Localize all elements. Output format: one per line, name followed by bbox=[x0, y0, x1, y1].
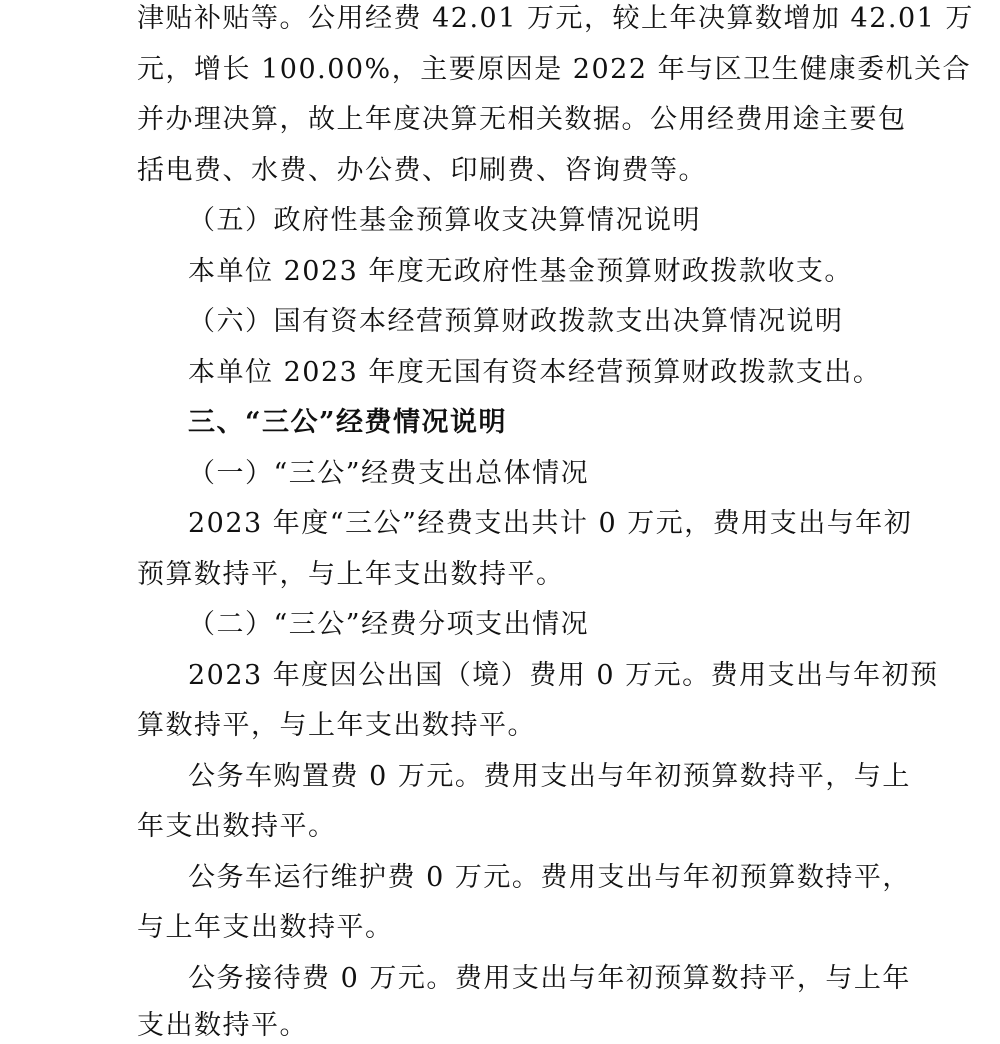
paragraph-state-capital: 本单位 2023 年度无国有资本经营预算财政拨款支出。 bbox=[188, 357, 882, 388]
paragraph-abroad-line-1: 2023 年度因公出国（境）费用 0 万元。费用支出与年初预 bbox=[188, 660, 939, 691]
paragraph-public-expense-line-3: 并办理决算，故上年度决算无相关数据。公用经费用途主要包 bbox=[137, 104, 907, 135]
paragraph-reception-line-1: 公务接待费 0 万元。费用支出与年初预算数持平，与上年 bbox=[188, 963, 911, 994]
heading-government-fund: （五）政府性基金预算收支决算情况说明 bbox=[188, 205, 701, 236]
paragraph-car-purchase-line-2: 年支出数持平。 bbox=[137, 811, 337, 842]
paragraph-car-operation-line-2: 与上年支出数持平。 bbox=[137, 912, 394, 943]
heading-three-public-items: （二）“三公”经费分项支出情况 bbox=[188, 609, 590, 640]
paragraph-public-expense-line-2: 元，增长 100.00%，主要原因是 2022 年与区卫生健康委机关合 bbox=[137, 54, 972, 85]
paragraph-three-public-overall-line-1: 2023 年度“三公”经费支出共计 0 万元，费用支出与年初 bbox=[188, 508, 913, 539]
paragraph-three-public-overall-line-2: 预算数持平，与上年支出数持平。 bbox=[137, 559, 565, 590]
heading-state-capital: （六）国有资本经营预算财政拨款支出决算情况说明 bbox=[188, 306, 844, 337]
paragraph-reception-line-2: 支出数持平。 bbox=[137, 1010, 308, 1041]
heading-three-public-overall: （一）“三公”经费支出总体情况 bbox=[188, 458, 590, 489]
paragraph-abroad-line-2: 算数持平，与上年支出数持平。 bbox=[137, 710, 536, 741]
paragraph-public-expense-line-1: 津贴补贴等。公用经费 42.01 万元，较上年决算数增加 42.01 万 bbox=[137, 3, 974, 34]
paragraph-car-purchase-line-1: 公务车购置费 0 万元。费用支出与年初预算数持平，与上 bbox=[188, 761, 911, 792]
paragraph-public-expense-line-4: 括电费、水费、办公费、印刷费、咨询费等。 bbox=[137, 155, 707, 186]
paragraph-government-fund: 本单位 2023 年度无政府性基金预算财政拨款收支。 bbox=[188, 256, 853, 287]
section-heading-three-public: 三、“三公”经费情况说明 bbox=[188, 407, 508, 438]
paragraph-car-operation-line-1: 公务车运行维护费 0 万元。费用支出与年初预算数持平， bbox=[188, 862, 911, 893]
